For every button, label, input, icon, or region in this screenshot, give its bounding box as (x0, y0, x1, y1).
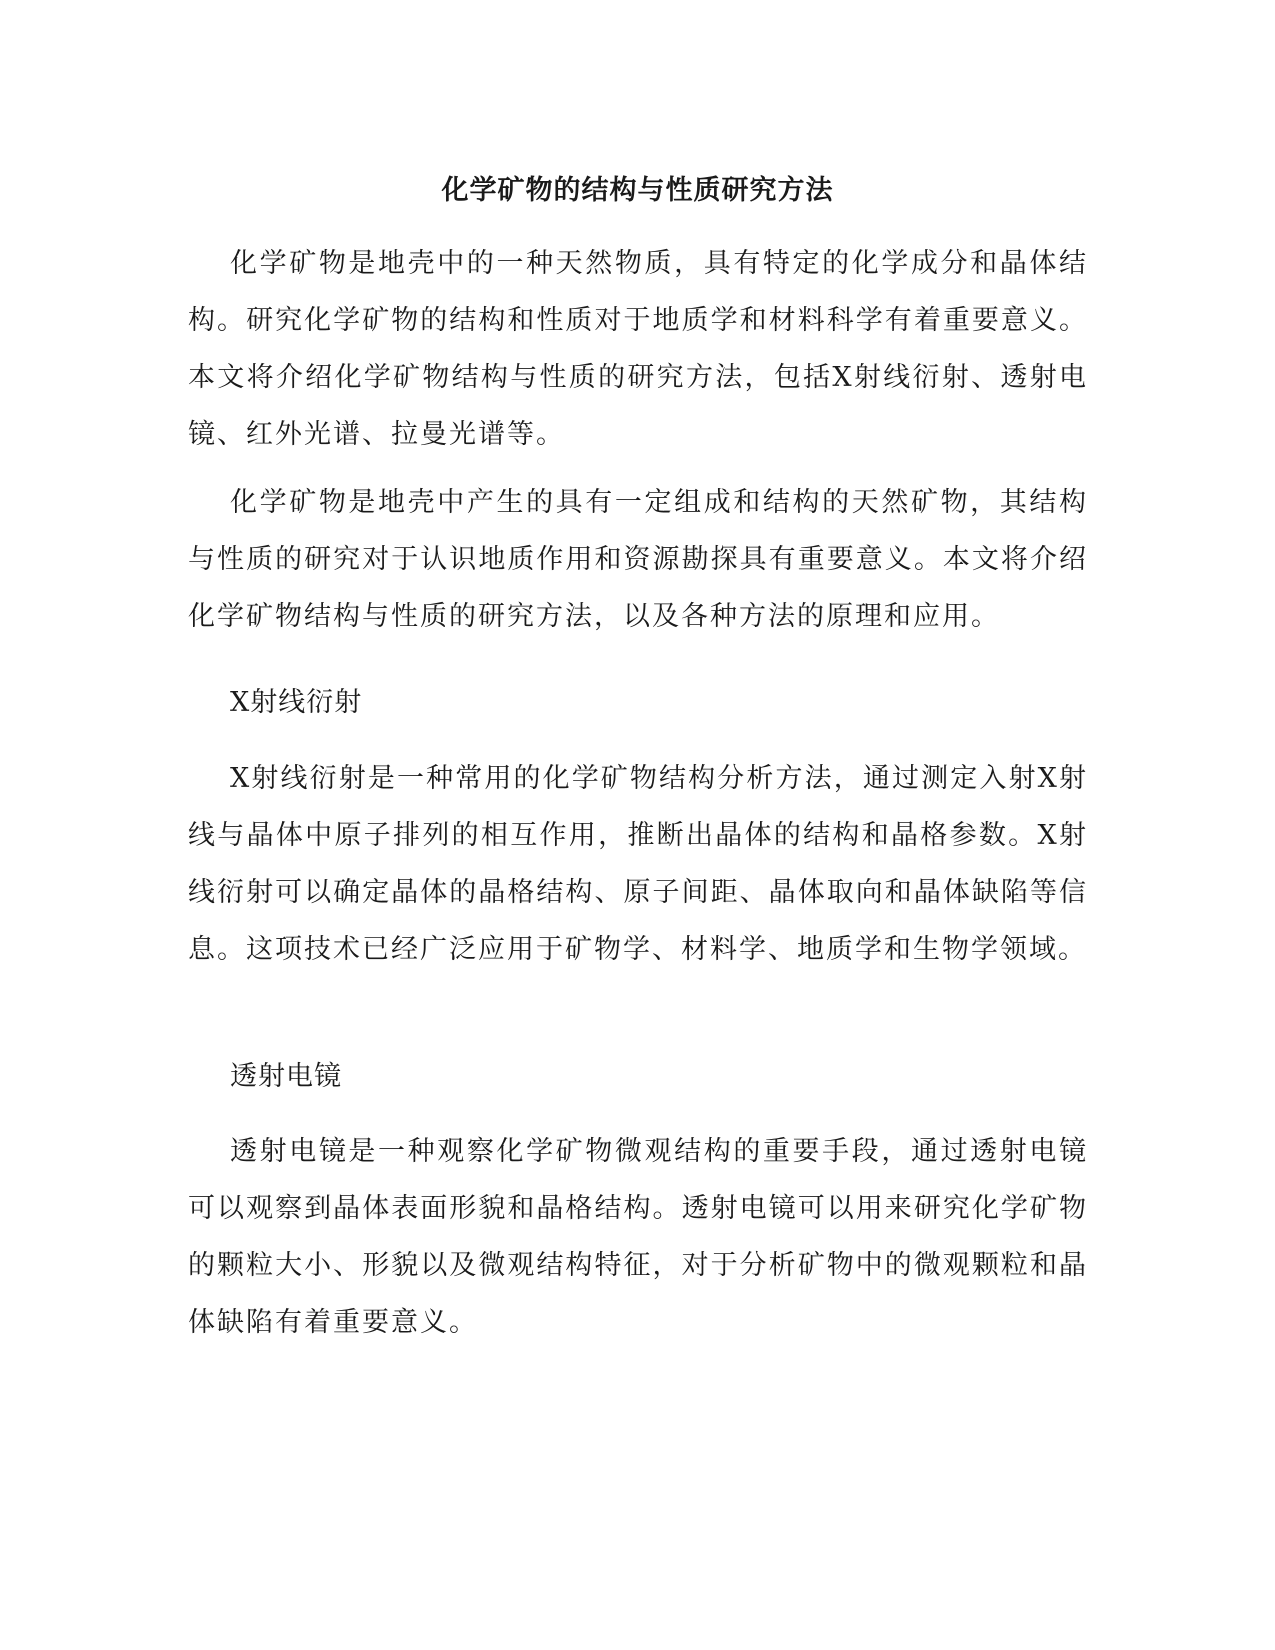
xrd-paragraph: X射线衍射是一种常用的化学矿物结构分析方法，通过测定入射X射线与晶体中原子排列的相互作用，推断出晶体的结构和晶格参数。X射线衍射可以确定晶体的晶格结构、原子间距、晶体取向和晶体缺陷等信息。这项技术已经广泛应用于矿物学、材料学、地质学和生物学领域。 (188, 763, 1088, 965)
section-heading-tem: 透射电镜 (230, 1061, 342, 1092)
section-heading-xrd: X射线衍射 (230, 687, 363, 718)
document-title: 化学矿物的结构与性质研究方法 (441, 175, 834, 206)
tem-paragraph: 透射电镜是一种观察化学矿物微观结构的重要手段，通过透射电镜可以观察到晶体表面形貌和晶格结构。透射电镜可以用来研究化学矿物的颗粒大小、形貌以及微观结构特征，对于分析矿物中的微观颗粒和晶体缺陷有着重要意义。 (188, 1136, 1088, 1338)
background-paragraph: 化学矿物是地壳中产生的具有一定组成和结构的天然矿物，其结构与性质的研究对于认识地质作用和资源勘探具有重要意义。本文将介绍化学矿物结构与性质的研究方法，以及各种方法的原理和应用。 (188, 487, 1088, 632)
intro-paragraph: 化学矿物是地壳中的一种天然物质，具有特定的化学成分和晶体结构。研究化学矿物的结构和性质对于地质学和材料科学有着重要意义。本文将介绍化学矿物结构与性质的研究方法，包括X射线衍射、透射电镜、红外光谱、拉曼光谱等。 (188, 248, 1088, 450)
